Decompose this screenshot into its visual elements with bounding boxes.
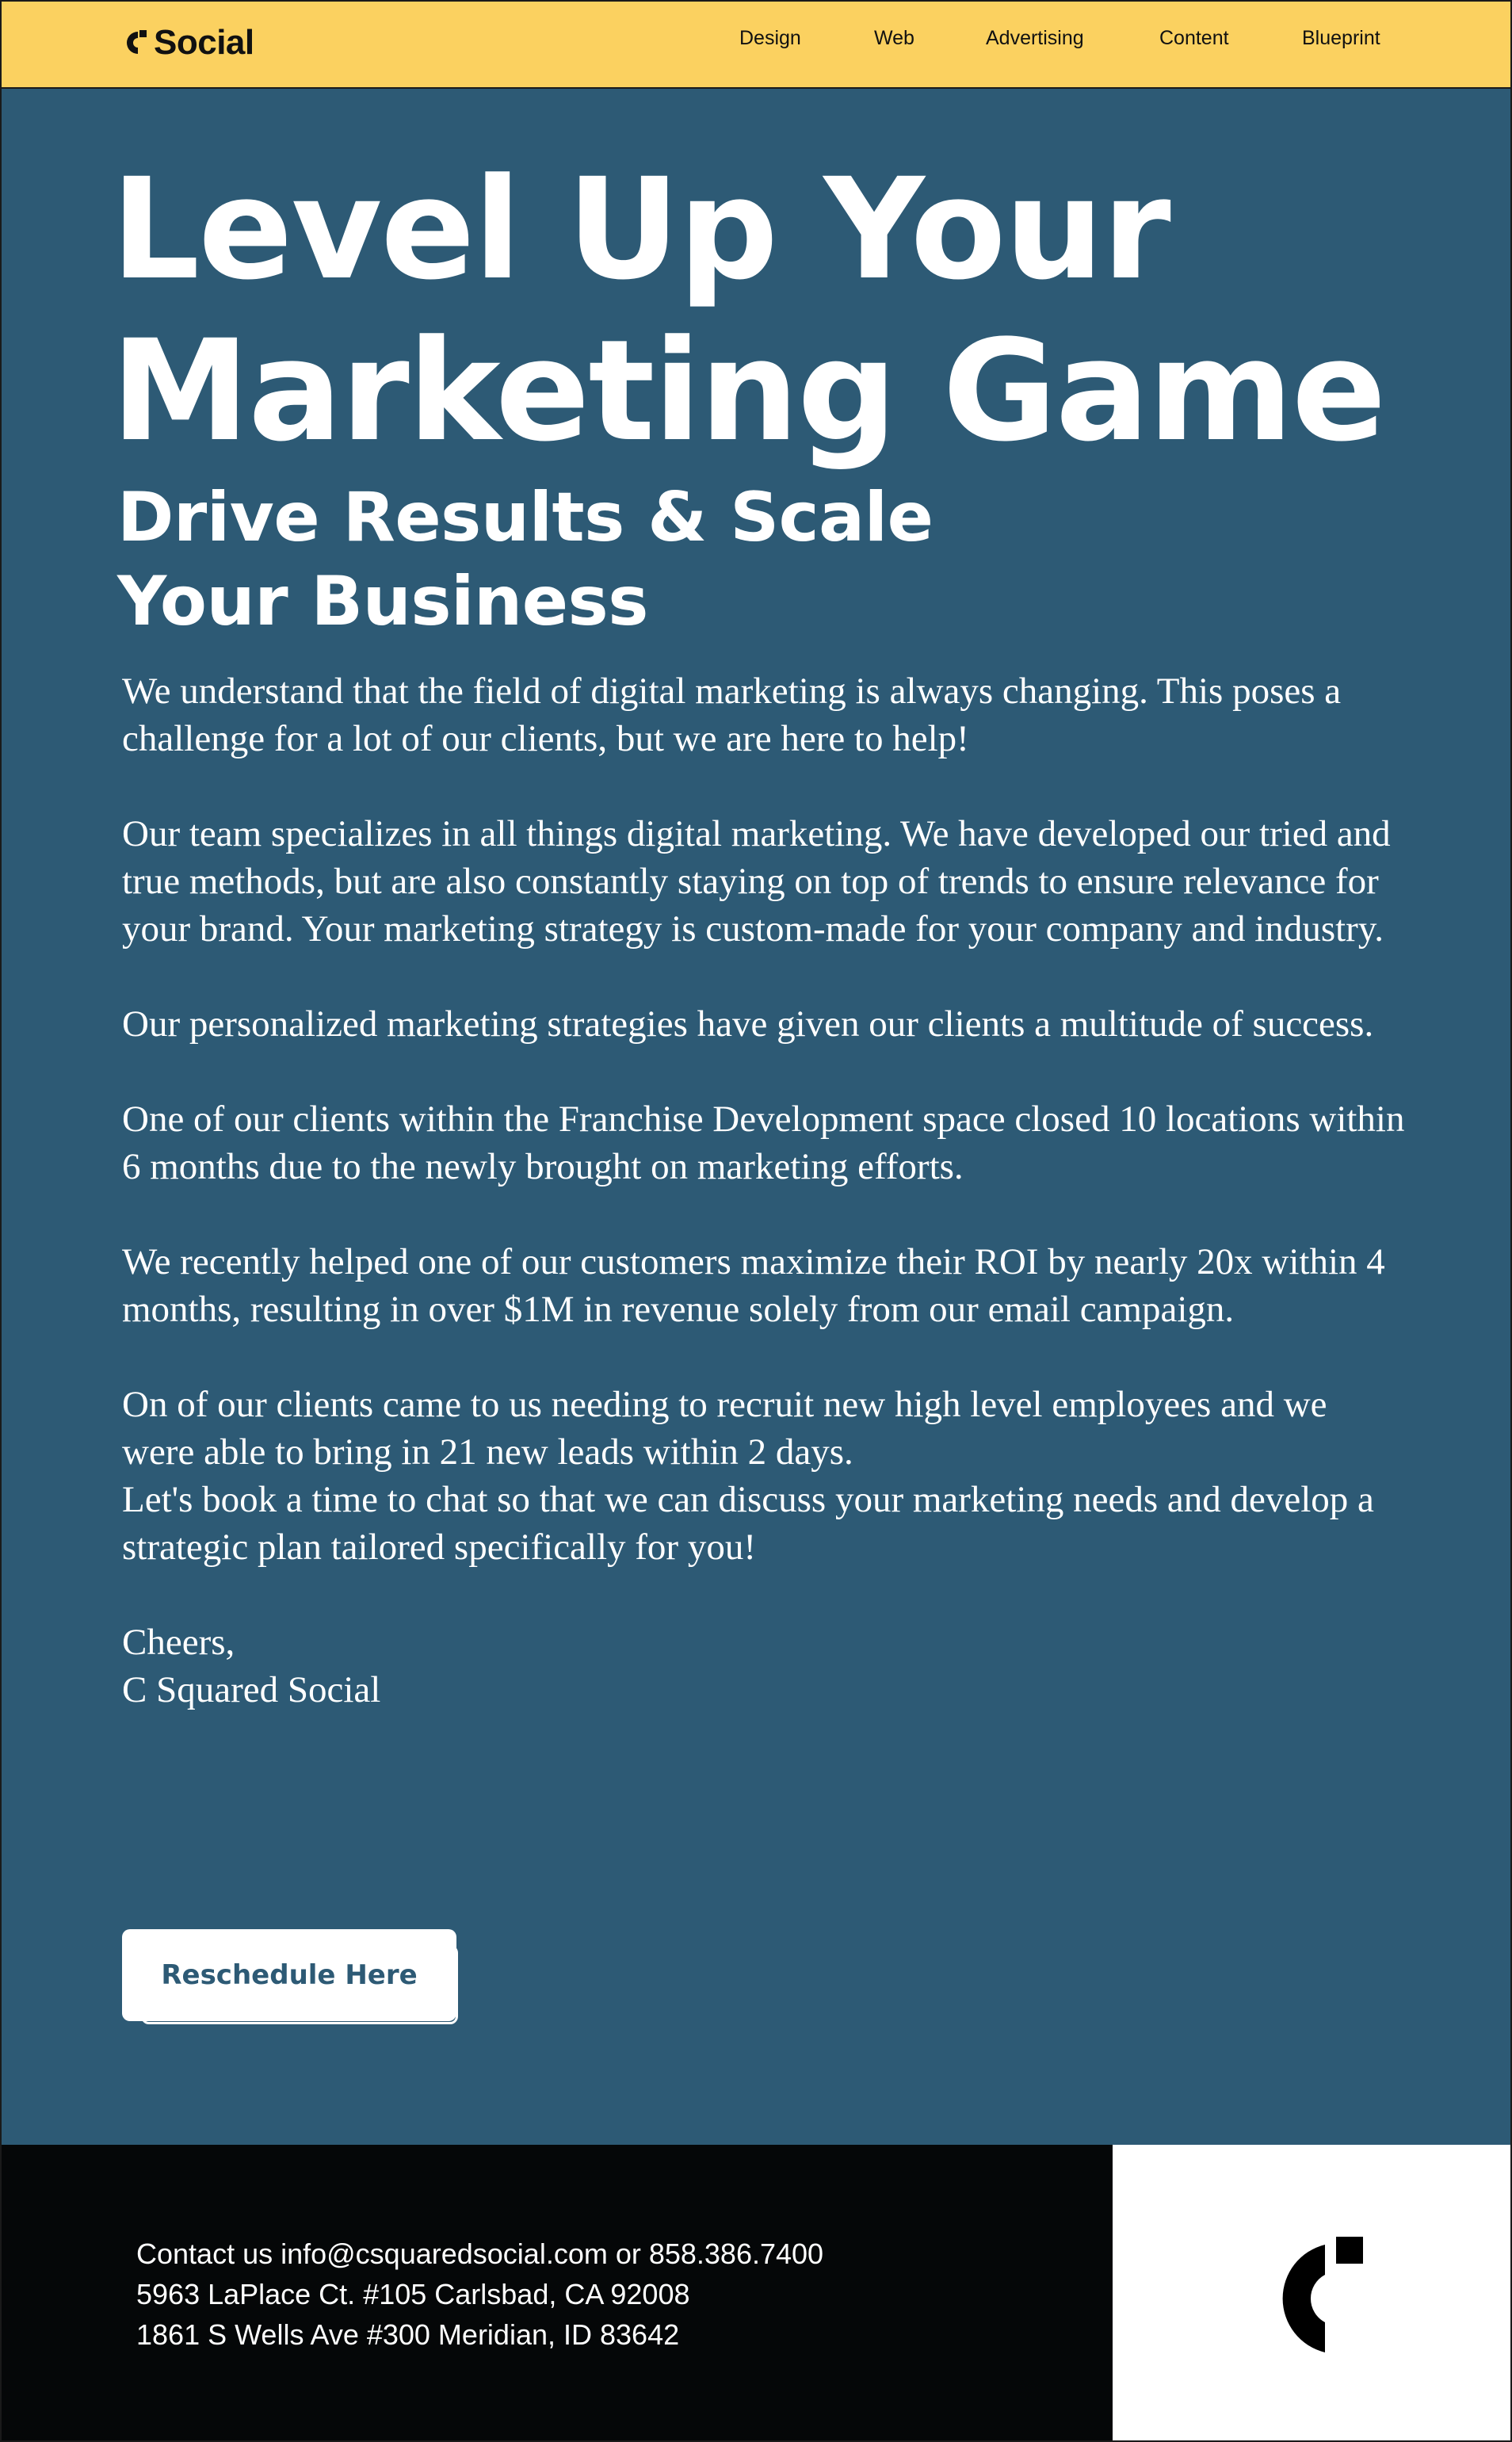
nav-content[interactable]: Content [1159,27,1229,49]
footer-logo-panel [1113,2145,1512,2442]
paragraph-team: Our team specializes in all things digital marketing. We have developed our tried and true methods, but are also constantly staying on top of trends to ensure relevance for your brand. Your marketing strategy is custom-made for your company and industry. [122,813,1391,950]
footer-address-carlsbad: 5963 LaPlace Ct. #105 Carlsbad, CA 92008 [136,2278,690,2310]
hero-title-line2: Marketing Game [111,310,1385,472]
paragraph-intro: We understand that the field of digital marketing is always changing. This poses a challenge for a lot of our clients, but we are here to help! [122,671,1342,759]
site-footer [0,2145,1512,2442]
nav-web[interactable]: Web [874,27,914,49]
c-squared-icon [1263,2237,1369,2352]
hero-title-line1: Level Up Your [111,148,1170,311]
paragraph-recruit: On of our clients came to us needing to recruit new high level employees and we were able to bring in 21 new leads within 2 days. [122,1384,1327,1473]
hero-subtitle [117,476,1227,644]
reschedule-button[interactable]: Reschedule Here [122,1929,456,2021]
site-header [0,0,1512,89]
c-squared-icon [122,25,149,60]
footer-contact [136,2234,823,2355]
paragraph-book: Let's book a time to chat so that we can discuss your marketing needs and develop a strategic plan tailored specifically for you! [122,1479,1374,1568]
signoff [122,1618,1406,1714]
nav-design[interactable]: Design [739,27,801,49]
logo[interactable] [122,21,254,65]
paragraph-roi: We recently helped one of our customers maximize their ROI by nearly 20x within 4 months, resulting in over $1M in revenue solely from our email campaign. [122,1241,1385,1330]
hero-subtitle-line1: Drive Results & Scale [117,478,934,557]
body-copy [122,667,1406,1714]
cta-container [122,1929,475,2037]
nav-blueprint[interactable]: Blueprint [1302,27,1380,49]
hero-subtitle-line2: Your Business [117,562,648,641]
footer-address-meridian: 1861 S Wells Ave #300 Meridian, ID 83642 [136,2318,680,2351]
paragraph-success: Our personalized marketing strategies have given our clients a multitude of success. [122,1003,1374,1045]
signoff-line2: C Squared Social [122,1669,381,1710]
logo-text: Social [154,23,254,62]
hero-title [111,149,1474,472]
signoff-line1: Cheers, [122,1622,235,1663]
footer-contact-line[interactable]: Contact us info@csquaredsocial.com or 858.386.7400 [136,2238,824,2270]
paragraph-franchise: One of our clients within the Franchise Development space closed 10 locations within 6 months due to the newly brought on marketing efforts. [122,1099,1405,1187]
nav-advertising[interactable]: Advertising [986,27,1084,49]
